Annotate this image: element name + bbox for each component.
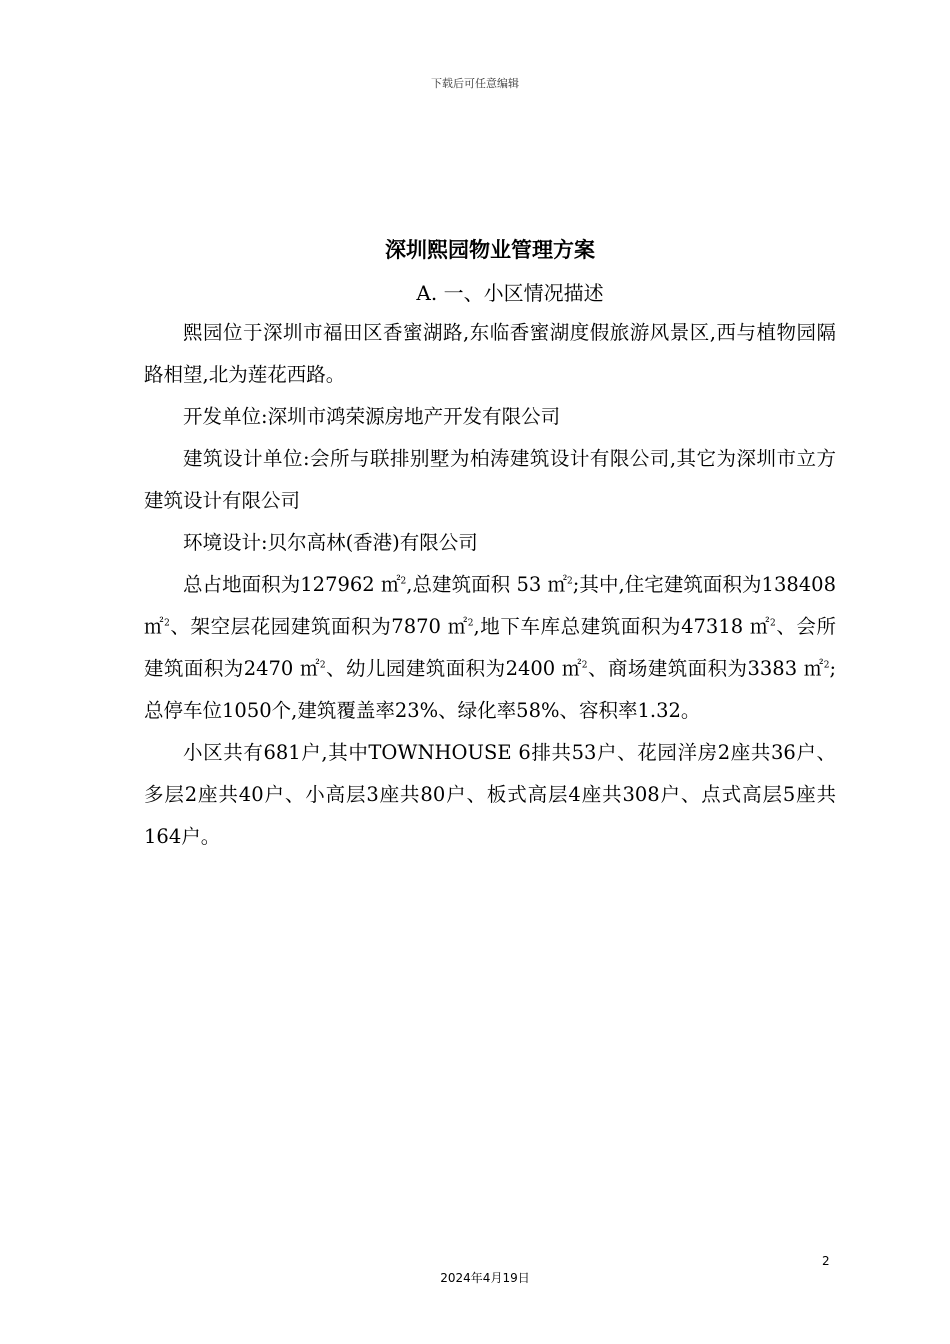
document-body — [144, 312, 836, 858]
paragraph-landscape: 环境设计:贝尔高林(香港)有限公司 — [183, 531, 478, 554]
page-number: 2 — [822, 1254, 830, 1268]
area-text-4: 、架空层花园建筑面积为7870 ㎡ — [169, 615, 468, 638]
header-note: 下载后可任意编辑 — [431, 77, 519, 90]
paragraph-architect: 建筑设计单位:会所与联排别墅为柏涛建筑设计有限公司,其它为深圳市立方建筑设计有限公司 — [144, 447, 836, 512]
area-text-6: 、会所建筑面积为2470 ㎡ — [144, 615, 836, 680]
area-text-1: 总占地面积为127962 ㎡ — [183, 573, 401, 596]
superscript: 2 — [581, 660, 588, 671]
area-text-8: 、商场建筑面积为3383 ㎡ — [587, 657, 824, 680]
superscript: 2 — [567, 576, 573, 587]
paragraph-households: 小区共有681户,其中TOWNHOUSE 6排共53户、花园洋房2座共36户、多层2座共40户、小高层3座共80户、板式高层4座共308户、点式高层5座共164户。 — [144, 741, 836, 848]
paragraph-location: 熙园位于深圳市福田区香蜜湖路,东临香蜜湖度假旅游风景区,西与植物园隔路相望,北为莲花西路。 — [144, 321, 836, 386]
area-text-3: ;其中,住宅建筑面积为138408 ㎡ — [144, 573, 836, 638]
superscript: 2 — [467, 618, 474, 629]
paragraph-developer: 开发单位:深圳市鸿荣源房地产开发有限公司 — [183, 405, 561, 428]
area-text-2: ,总建筑面积 53 ㎡ — [406, 573, 568, 596]
area-text-9: ;总停车位1050个,建筑覆盖率23%、绿化率58%、容积率1.32。 — [144, 657, 837, 722]
superscript: 2 — [770, 618, 776, 629]
document-title: 深圳熙园物业管理方案 — [385, 238, 595, 262]
area-text-5: ,地下车库总建筑面积为47318 ㎡ — [473, 615, 771, 638]
superscript: 2 — [319, 660, 326, 671]
superscript: 2 — [164, 618, 170, 629]
area-text-7: 、幼儿园建筑面积为2400 ㎡ — [325, 657, 582, 680]
section-heading: A. 一、小区情况描述 — [416, 281, 604, 305]
superscript: 2 — [823, 660, 830, 671]
superscript: 2 — [400, 576, 407, 587]
paragraph-areas — [144, 564, 836, 732]
footer-date: 2024年4月19日 — [440, 1271, 530, 1285]
